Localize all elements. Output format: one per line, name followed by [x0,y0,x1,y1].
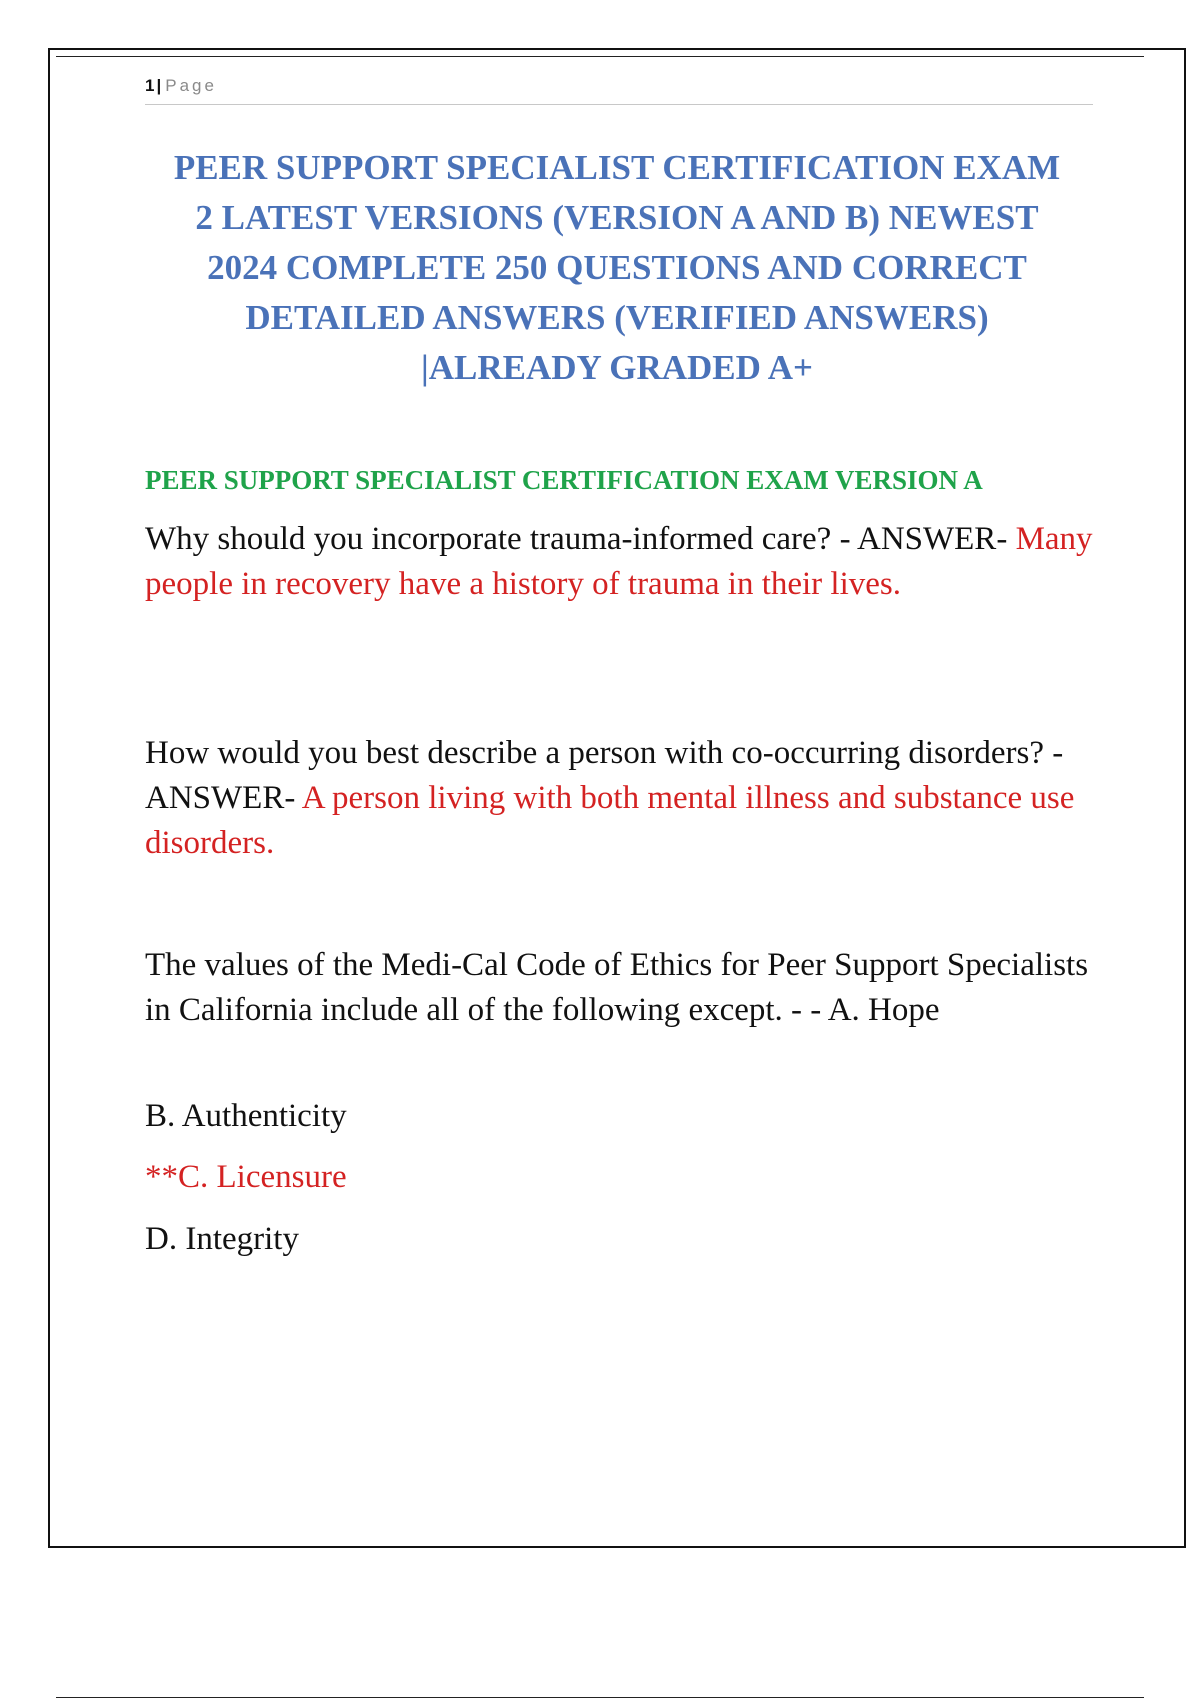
page-header [145,74,1093,105]
page-label: Page [165,76,217,95]
section-heading: PEER SUPPORT SPECIALIST CERTIFICATION EXAM VERSION A [145,465,983,495]
question-text: Why should you incorporate trauma-informed care? - ANSWER- [145,521,1016,557]
answer-text: Many people in recovery have a history of trauma in their lives. [145,521,1093,602]
page-number: 1 [145,76,155,95]
page-separator: | [156,76,162,95]
title-line: 2 LATEST VERSIONS (VERSION A AND B) NEWEST [195,198,1039,237]
question-1 [145,517,1095,607]
question-3 [145,943,1095,1033]
title-line: 2024 COMPLETE 250 QUESTIONS AND CORRECT [207,248,1027,287]
option-b: B. Authenticity [145,1098,347,1134]
question-text: How would you best describe a person with co-occurring disorders? - ANSWER- [145,735,1064,816]
title-line: PEER SUPPORT SPECIALIST CERTIFICATION EXAM [173,148,1061,187]
option-d: D. Integrity [145,1221,299,1257]
title-line: DETAILED ANSWERS (VERIFIED ANSWERS) [245,298,989,337]
question-text: The values of the Medi-Cal Code of Ethics for Peer Support Specialists in California include all of the following except. - - A. Hope [145,947,1089,1028]
top-rule [56,56,1144,57]
answer-text: A person living with both mental illness and substance use disorders. [145,780,1075,861]
bottom-rule [56,1697,1144,1698]
option-c-correct: **C. Licensure [145,1159,347,1195]
question-2 [145,731,1095,866]
document-title [120,143,1114,393]
title-line: |ALREADY GRADED A+ [421,348,813,387]
